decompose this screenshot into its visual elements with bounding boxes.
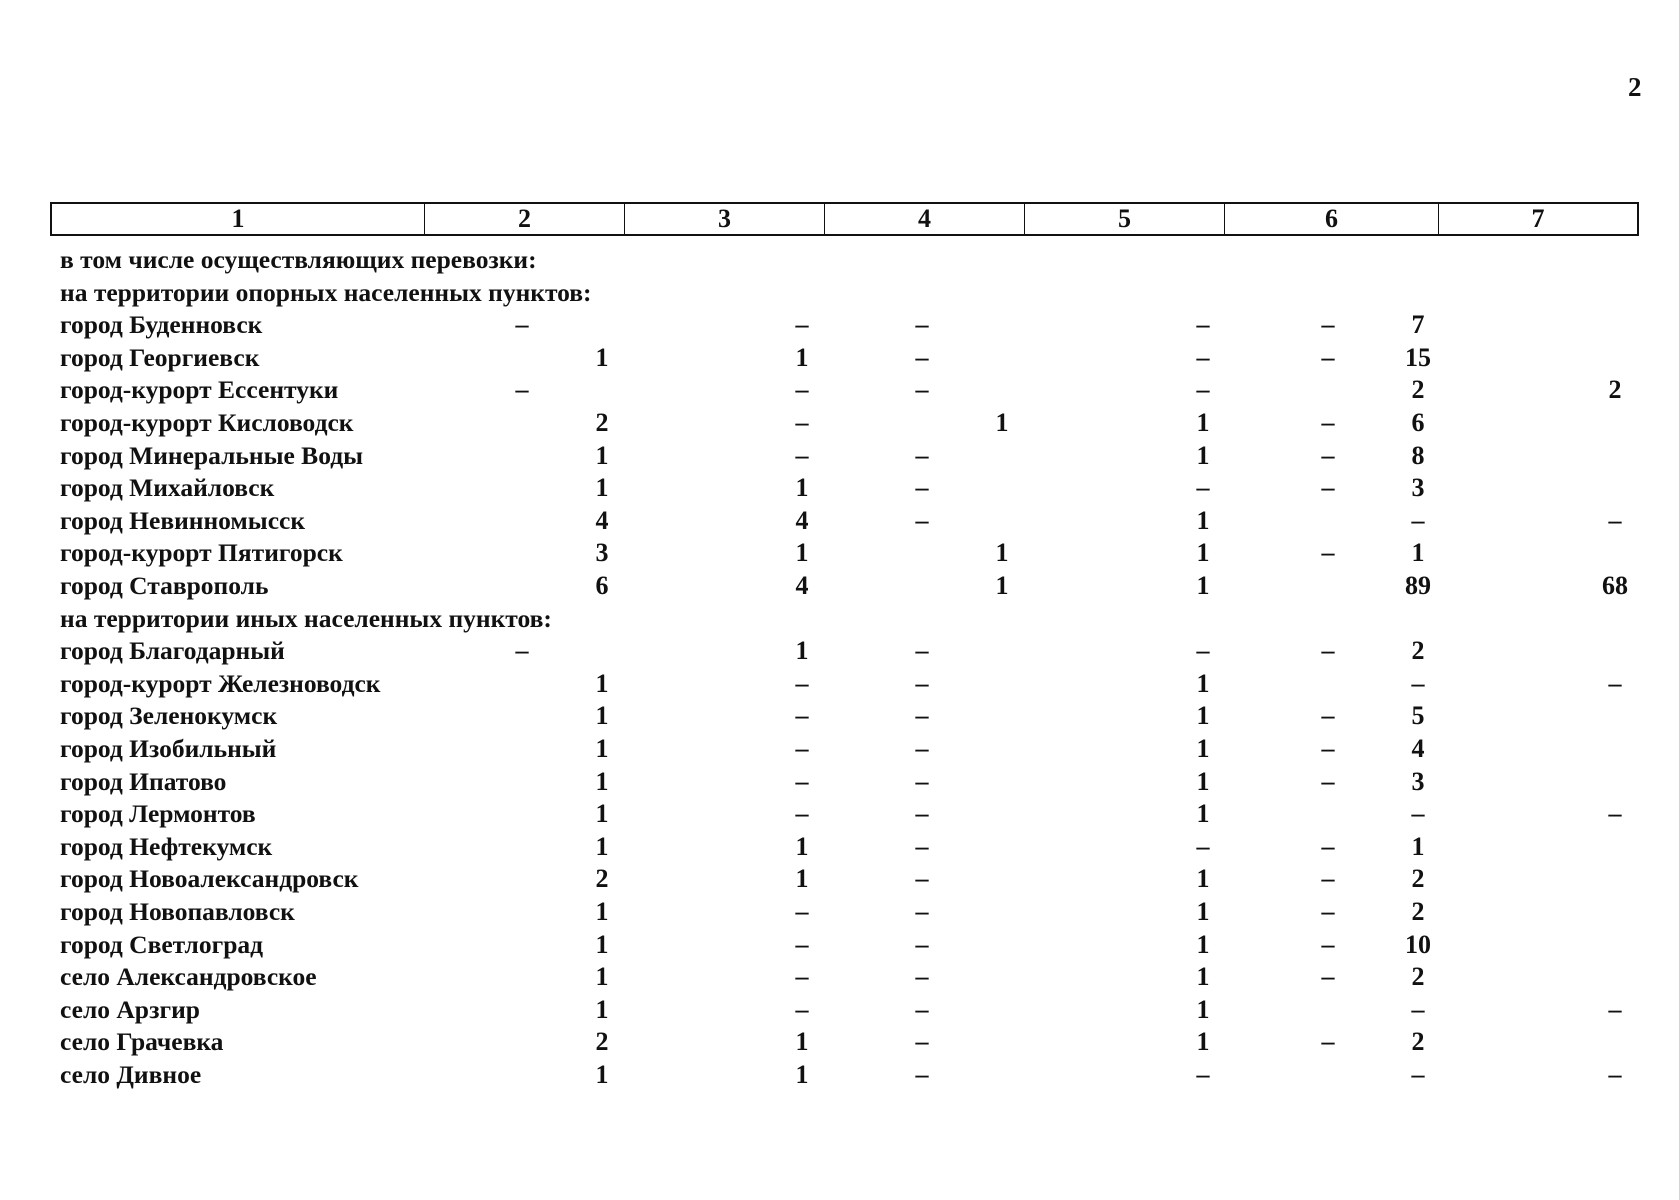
- table-row: [0, 896, 1679, 928]
- table-row: [0, 1026, 1679, 1058]
- row-label: город Светлоград: [60, 929, 264, 959]
- row-cell-slot-6: 1: [1196, 440, 1210, 470]
- row-cell-slot-6: –: [1196, 1060, 1210, 1089]
- row-cell-slot-6: –: [1196, 831, 1210, 861]
- row-cell-slot-6: –: [1196, 473, 1210, 503]
- table-row: [0, 635, 1679, 667]
- row-cell-slot-2: 2: [595, 1027, 609, 1057]
- row-cell-slot-2: 1: [595, 994, 609, 1024]
- row-cell-slot-6: 1: [1196, 1027, 1210, 1057]
- row-cell-slot-3: 1: [795, 831, 809, 861]
- row-cell-slot-3: 1: [795, 1060, 809, 1089]
- row-cell-slot-6: 1: [1196, 799, 1210, 829]
- row-cell-slot-9: –: [1608, 1060, 1622, 1089]
- row-cell-slot-2: 4: [595, 505, 609, 535]
- row-cell-slot-7: 2: [1411, 897, 1425, 926]
- row-cell-slot-8: –: [1321, 831, 1335, 861]
- row-cell-slot-2: 1: [595, 734, 609, 763]
- row-cell-slot-3: 1: [795, 473, 809, 503]
- row-label: город Буденновск: [60, 310, 263, 340]
- row-label: село Дивное: [60, 1060, 202, 1089]
- header-col-4: 4: [825, 204, 1025, 234]
- table-row: [0, 668, 1679, 700]
- table-row: [0, 407, 1679, 439]
- row-cell-slot-3: –: [795, 734, 809, 763]
- table-row: [0, 309, 1679, 341]
- table-row: [0, 831, 1679, 863]
- table-row: [0, 766, 1679, 798]
- row-cell-slot-7: 8: [1411, 440, 1425, 470]
- row-cell-slot-7: 2: [1411, 962, 1425, 992]
- row-cell-slot-2: 2: [595, 408, 609, 437]
- row-cell-slot-4: –: [915, 831, 929, 861]
- row-cell-slot-3: –: [795, 701, 809, 731]
- row-cell-slot-9: 68: [1602, 571, 1628, 600]
- table-row: [0, 374, 1679, 406]
- row-label: город Зеленокумск: [60, 701, 278, 731]
- row-cell-slot-7: 89: [1405, 571, 1431, 600]
- table-row: [0, 798, 1679, 830]
- row-cell-slot-4: –: [915, 1060, 929, 1089]
- row-cell-slot-6: 1: [1196, 864, 1210, 894]
- table-row: [0, 342, 1679, 374]
- table-row: [0, 700, 1679, 732]
- row-cell-slot-4: –: [915, 962, 929, 992]
- header-col-1: 1: [52, 204, 425, 234]
- table-row: [0, 961, 1679, 993]
- row-cell-slot-4: –: [915, 668, 929, 698]
- row-cell-slot-7: 3: [1411, 766, 1425, 796]
- row-cell-slot-4: –: [915, 375, 929, 405]
- row-cell-slot-2: 3: [595, 538, 609, 568]
- row-label: город Ипатово: [60, 766, 227, 796]
- row-label: город Новоалександровск: [60, 864, 359, 894]
- row-label: город Благодарный: [60, 636, 285, 666]
- row-cell-slot-7: 2: [1411, 864, 1425, 894]
- row-label: город Ставрополь: [60, 571, 269, 600]
- row-label: на территории иных населенных пунктов:: [60, 603, 552, 633]
- row-cell-slot-6: 1: [1196, 408, 1210, 437]
- row-cell-slot-8: –: [1321, 408, 1335, 437]
- row-cell-slot-8: –: [1321, 734, 1335, 763]
- table-row: [0, 244, 1679, 276]
- table-row: [0, 994, 1679, 1026]
- row-cell-slot-9: 2: [1608, 375, 1622, 405]
- row-cell-slot-3: –: [795, 962, 809, 992]
- row-label: город Михайловск: [60, 473, 275, 503]
- table-row: [0, 440, 1679, 472]
- row-cell-slot-6: 1: [1196, 571, 1210, 600]
- row-cell-slot-8: –: [1321, 310, 1335, 340]
- row-cell-slot-4: –: [915, 440, 929, 470]
- row-cell-slot-8: –: [1321, 929, 1335, 959]
- row-cell-slot-8: –: [1321, 897, 1335, 926]
- row-cell-slot-3: 1: [795, 636, 809, 666]
- row-cell-slot-3: –: [795, 929, 809, 959]
- row-cell-slot-7: –: [1411, 668, 1425, 698]
- row-cell-slot-7: –: [1411, 1060, 1425, 1089]
- row-cell-slot-2: 1: [595, 799, 609, 829]
- row-cell-slot-6: 1: [1196, 994, 1210, 1024]
- table-row: [0, 277, 1679, 309]
- row-cell-slot-7: 15: [1405, 342, 1431, 372]
- row-cell-slot-8: –: [1321, 342, 1335, 372]
- row-cell-slot-7: 2: [1411, 1027, 1425, 1057]
- row-cell-slot-2: 2: [595, 864, 609, 894]
- row-cell-slot-3: –: [795, 897, 809, 926]
- row-label: на территории опорных населенных пунктов:: [60, 277, 592, 307]
- row-cell-slot-7: 2: [1411, 375, 1425, 405]
- row-label: город-курорт Пятигорск: [60, 538, 343, 568]
- row-cell-slot-2: 1: [595, 342, 609, 372]
- row-cell-slot-2: 1: [595, 962, 609, 992]
- row-cell-slot-9: –: [1608, 668, 1622, 698]
- row-cell-slot-7: 2: [1411, 636, 1425, 666]
- row-cell-slot-6: 1: [1196, 929, 1210, 959]
- row-cell-slot-1: –: [515, 375, 529, 405]
- column-number-header: [50, 202, 1639, 236]
- row-cell-slot-3: –: [795, 799, 809, 829]
- header-col-6: 6: [1225, 204, 1439, 234]
- row-label: город-курорт Ессентуки: [60, 375, 339, 405]
- row-cell-slot-9: –: [1608, 505, 1622, 535]
- row-cell-slot-8: –: [1321, 962, 1335, 992]
- row-cell-slot-2: 1: [595, 929, 609, 959]
- row-cell-slot-2: 1: [595, 473, 609, 503]
- row-cell-slot-8: –: [1321, 473, 1335, 503]
- row-cell-slot-6: 1: [1196, 766, 1210, 796]
- row-cell-slot-6: 1: [1196, 538, 1210, 568]
- row-cell-slot-7: 10: [1405, 929, 1431, 959]
- row-label: село Александровское: [60, 962, 317, 992]
- table-row: [0, 603, 1679, 635]
- row-cell-slot-4: –: [915, 734, 929, 763]
- table-row: [0, 1059, 1679, 1091]
- row-cell-slot-5: 1: [995, 538, 1009, 568]
- row-label: село Грачевка: [60, 1027, 224, 1057]
- table-row: [0, 537, 1679, 569]
- row-cell-slot-4: –: [915, 799, 929, 829]
- row-cell-slot-6: 1: [1196, 897, 1210, 926]
- row-cell-slot-7: 6: [1411, 408, 1425, 437]
- row-cell-slot-4: –: [915, 1027, 929, 1057]
- row-cell-slot-2: 6: [595, 571, 609, 600]
- row-cell-slot-4: –: [915, 766, 929, 796]
- table-row: [0, 472, 1679, 504]
- row-label: село Арзгир: [60, 994, 200, 1024]
- row-cell-slot-2: 1: [595, 766, 609, 796]
- row-cell-slot-6: 1: [1196, 734, 1210, 763]
- row-cell-slot-4: –: [915, 701, 929, 731]
- row-cell-slot-6: –: [1196, 310, 1210, 340]
- row-label: город Минеральные Воды: [60, 440, 364, 470]
- table-row: [0, 570, 1679, 602]
- row-cell-slot-3: –: [795, 994, 809, 1024]
- row-cell-slot-8: –: [1321, 636, 1335, 666]
- row-cell-slot-7: –: [1411, 505, 1425, 535]
- row-cell-slot-7: –: [1411, 994, 1425, 1024]
- row-cell-slot-8: –: [1321, 766, 1335, 796]
- row-cell-slot-3: –: [795, 310, 809, 340]
- row-cell-slot-7: 1: [1411, 538, 1425, 568]
- row-cell-slot-8: –: [1321, 538, 1335, 568]
- row-cell-slot-4: –: [915, 505, 929, 535]
- row-label: город-курорт Кисловодск: [60, 408, 354, 437]
- row-cell-slot-5: 1: [995, 571, 1009, 600]
- row-label: город Невинномысск: [60, 505, 306, 535]
- row-cell-slot-3: –: [795, 668, 809, 698]
- row-cell-slot-3: 1: [795, 1027, 809, 1057]
- row-cell-slot-7: 5: [1411, 701, 1425, 731]
- row-cell-slot-4: –: [915, 473, 929, 503]
- row-cell-slot-2: 1: [595, 1060, 609, 1089]
- row-cell-slot-3: 1: [795, 538, 809, 568]
- row-cell-slot-3: 1: [795, 342, 809, 372]
- row-label: город Нефтекумск: [60, 831, 273, 861]
- row-cell-slot-4: –: [915, 994, 929, 1024]
- page-number: 2: [1628, 72, 1642, 102]
- row-cell-slot-7: 4: [1411, 734, 1425, 763]
- row-cell-slot-2: 1: [595, 701, 609, 731]
- row-cell-slot-3: 4: [795, 571, 809, 600]
- header-col-5: 5: [1025, 204, 1225, 234]
- header-col-7: 7: [1531, 204, 1545, 233]
- row-cell-slot-7: 3: [1411, 473, 1425, 503]
- row-cell-slot-3: –: [795, 375, 809, 405]
- row-cell-slot-1: –: [515, 310, 529, 340]
- row-cell-slot-8: –: [1321, 701, 1335, 731]
- row-cell-slot-4: –: [915, 897, 929, 926]
- row-cell-slot-2: 1: [595, 668, 609, 698]
- row-cell-slot-5: 1: [995, 408, 1009, 437]
- row-cell-slot-4: –: [915, 636, 929, 666]
- row-label: город Новопавловск: [60, 897, 295, 926]
- row-cell-slot-8: –: [1321, 1027, 1335, 1057]
- header-col-2: 2: [425, 204, 625, 234]
- row-cell-slot-6: –: [1196, 342, 1210, 372]
- row-cell-slot-8: –: [1321, 864, 1335, 894]
- row-cell-slot-1: –: [515, 636, 529, 666]
- row-cell-slot-6: –: [1196, 636, 1210, 666]
- row-cell-slot-2: 1: [595, 831, 609, 861]
- row-cell-slot-7: 1: [1411, 831, 1425, 861]
- row-cell-slot-3: 1: [795, 864, 809, 894]
- row-cell-slot-4: –: [915, 310, 929, 340]
- row-cell-slot-2: 1: [595, 440, 609, 470]
- row-label: город Изобильный: [60, 734, 277, 763]
- row-cell-slot-3: 4: [795, 505, 809, 535]
- row-label: город-курорт Железноводск: [60, 668, 381, 698]
- table-row: [0, 929, 1679, 961]
- row-cell-slot-6: 1: [1196, 701, 1210, 731]
- row-cell-slot-4: –: [915, 864, 929, 894]
- row-cell-slot-7: 7: [1411, 310, 1425, 340]
- row-cell-slot-3: –: [795, 408, 809, 437]
- row-label: город Лермонтов: [60, 799, 256, 829]
- row-cell-slot-6: –: [1196, 375, 1210, 405]
- header-col-3: 3: [625, 204, 825, 234]
- row-cell-slot-9: –: [1608, 994, 1622, 1024]
- row-cell-slot-2: 1: [595, 897, 609, 926]
- row-cell-slot-7: –: [1411, 799, 1425, 829]
- row-cell-slot-4: –: [915, 929, 929, 959]
- row-label: город Георгиевск: [60, 342, 260, 372]
- row-cell-slot-3: –: [795, 440, 809, 470]
- table-row: [0, 733, 1679, 765]
- row-cell-slot-9: –: [1608, 799, 1622, 829]
- table-row: [0, 505, 1679, 537]
- row-cell-slot-6: 1: [1196, 505, 1210, 535]
- row-cell-slot-8: –: [1321, 440, 1335, 470]
- row-cell-slot-6: 1: [1196, 962, 1210, 992]
- row-cell-slot-6: 1: [1196, 668, 1210, 698]
- row-cell-slot-4: –: [915, 342, 929, 372]
- row-cell-slot-3: –: [795, 766, 809, 796]
- table-row: [0, 863, 1679, 895]
- row-label: в том числе осуществляющих перевозки:: [60, 245, 537, 274]
